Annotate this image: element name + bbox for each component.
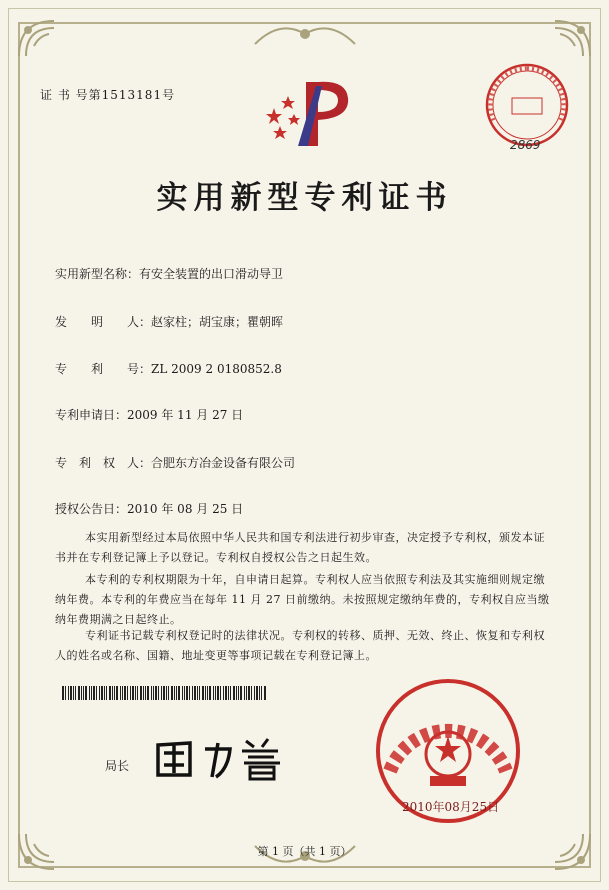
paragraph-term: 本专利的专利权期限为十年，自申请日起算。专利权人应当依照专利法及其实施细则规定缴纳年费。本专利的年费应当在每年 11 月 27 日前缴纳。未按照规定缴纳年费的，专利权自应当缴纳年费期满之日起终止。: [55, 573, 550, 626]
handwritten-note: 2869: [510, 138, 541, 152]
field-patent-number: [55, 360, 282, 377]
field-grant-date: [55, 500, 243, 517]
field-label: 专 利 权 人：: [55, 456, 152, 470]
field-inventors: [55, 313, 283, 330]
seal-date: 2010年08月25日: [402, 800, 500, 814]
field-label: 实用新型名称：: [55, 267, 140, 281]
paragraph-legal-status: 专利证书记载专利权登记时的法律状况。专利权的转移、质押、无效、终止、恢复和专利权人的姓名或名称、国籍、地址变更等事项记载在专利登记簿上。: [55, 629, 545, 662]
corner-ornament-bottom-left: [14, 804, 84, 874]
top-center-ornament: [250, 14, 360, 54]
field-value: 有安全装置的出口滑动导卫: [139, 267, 284, 281]
field-application-date: [55, 406, 243, 423]
field-label: 专利申请日：: [55, 408, 128, 422]
field-value: 合肥东方冶金设备有限公司: [151, 456, 296, 470]
field-value: ZL 2009 2 0180852.8: [151, 362, 282, 376]
field-value: 2010 年 08 月 25 日: [127, 502, 244, 516]
agency-stamp: [482, 60, 572, 150]
barcode: [62, 686, 267, 700]
field-value: 2009 年 11 月 27 日: [127, 408, 244, 422]
corner-ornament-bottom-right: [525, 804, 595, 874]
corner-ornament-top-left: [14, 16, 84, 86]
page-number: 第 1 页（共 1 页）: [257, 845, 352, 858]
certificate-title: 实用新型专利证书: [156, 180, 453, 216]
paragraph-grant: 本实用新型经过本局依照中华人民共和国专利法进行初步审查，决定授予专利权，颁发本证书并在专利登记簿上予以登记。专利权自授权公告之日起生效。: [55, 531, 545, 564]
field-label: 专 利 号：: [55, 362, 152, 376]
field-utility-model-name: [55, 265, 283, 282]
certificate-number: 证 书 号第1513181号: [40, 88, 176, 102]
patent-office-logo-icon: [258, 74, 358, 154]
field-label: 发 明 人：: [55, 315, 152, 329]
director-label: 局长: [105, 759, 130, 773]
director-signature: [150, 733, 300, 783]
field-patentee: [55, 454, 295, 471]
field-value: 赵家柱；胡宝康；瞿朝晖: [151, 315, 284, 329]
field-label: 授权公告日：: [55, 502, 128, 516]
